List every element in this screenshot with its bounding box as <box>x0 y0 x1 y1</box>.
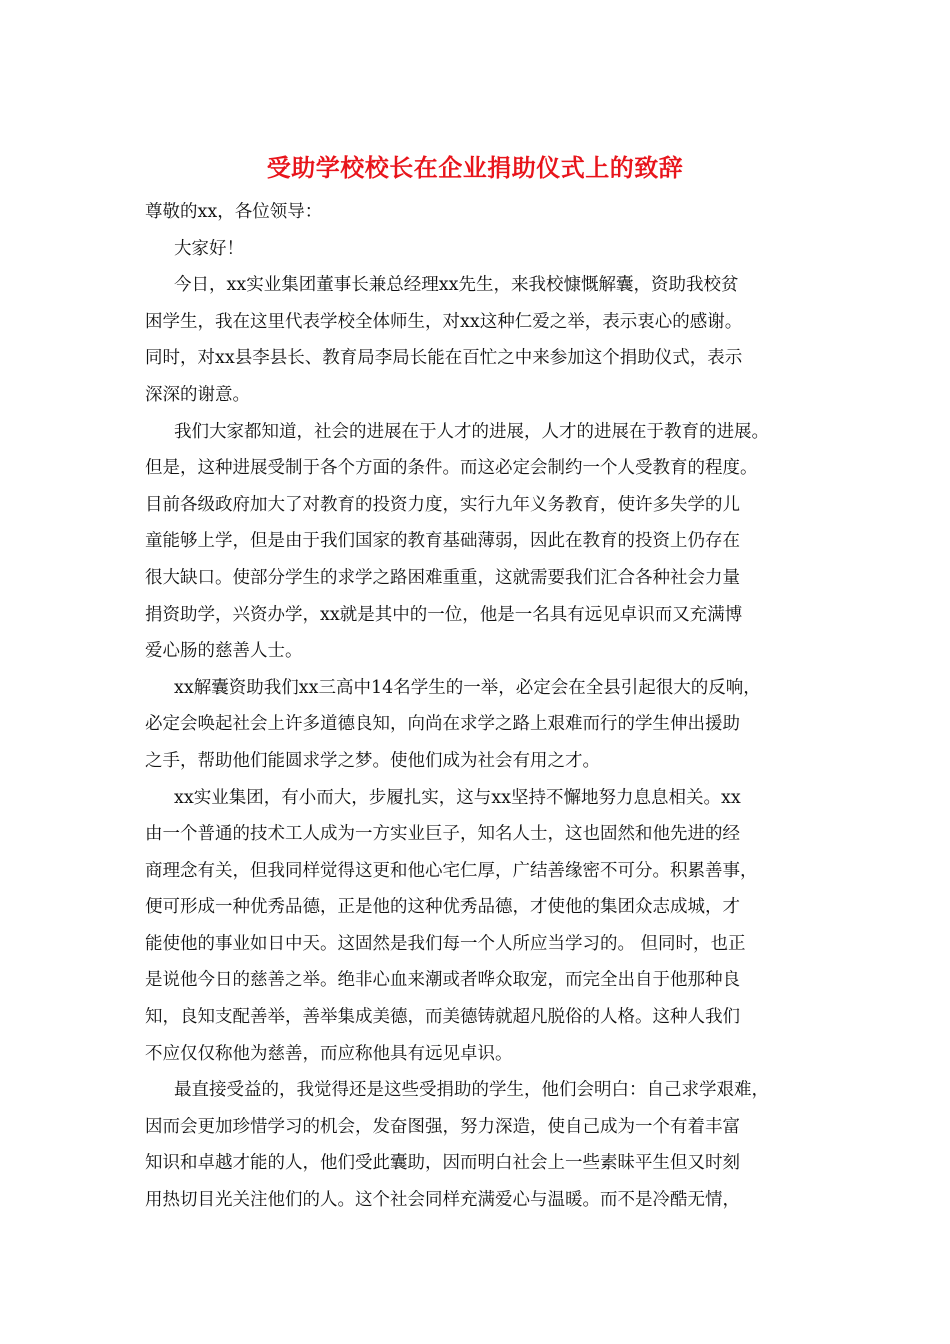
paragraph-line: 知，良知支配善举，善举集成美德，而美德铸就超凡脱俗的人格。这种人我们 <box>145 1007 740 1028</box>
paragraph-line: 最直接受益的，我觉得还是这些受捐助的学生，他们会明白：自己求学艰难， <box>174 1080 769 1101</box>
greeting: 大家好！ <box>174 238 244 259</box>
paragraph-line: 由一个普通的技术工人成为一方实业巨子，知名人士，这也固然和他先进的经 <box>145 824 740 845</box>
paragraph <box>145 414 825 670</box>
paragraph-line: 用热切目光关注他们的人。这个社会同样充满爱心与温暖。而不是冷酷无情， <box>145 1190 740 1211</box>
paragraph-line: 因而会更加珍惜学习的机会，发奋图强，努力深造，使自己成为一个有着丰富 <box>145 1116 740 1137</box>
paragraph-line: 不应仅仅称他为慈善，而应称他具有远见卓识。 <box>145 1043 513 1064</box>
paragraph-line: 困学生，我在这里代表学校全体师生，对xx这种仁爱之举，表示衷心的感谢。 <box>145 311 743 332</box>
paragraph-line: 是说他今日的慈善之举。绝非心血来潮或者哗众取宠，而完全出自于他那种良 <box>145 970 740 991</box>
paragraph-line: 能使他的事业如日中天。这固然是我们每一个人所应当学习的。 但同时，也正 <box>145 933 746 954</box>
paragraph-line: 同时，对xx县李县长、教育局李局长能在百忙之中来参加这个捐助仪式，表示 <box>145 348 743 369</box>
paragraph-line: 捐资助学，兴资办学，xx就是其中的一位，他是一名具有远见卓识而又充满博 <box>145 604 743 625</box>
paragraph-line: 很大缺口。使部分学生的求学之路困难重重，这就需要我们汇合各种社会力量 <box>145 567 740 588</box>
paragraph-line: 爱心肠的慈善人士。 <box>145 641 303 662</box>
paragraph-line: xx解囊资助我们xx三高中14名学生的一举，必定会在全县引起很大的反响， <box>174 677 761 698</box>
paragraph <box>145 780 825 1073</box>
paragraph-line: 童能够上学，但是由于我们国家的教育基础薄弱，因此在教育的投资上仍存在 <box>145 531 740 552</box>
paragraph-line: 深深的谢意。 <box>145 384 250 405</box>
paragraph <box>145 1072 825 1218</box>
document-body <box>145 194 825 1219</box>
paragraph-line: 我们大家都知道，社会的进展在于人才的进展，人才的进展在于教育的进展。 <box>174 421 769 442</box>
paragraph-line: 必定会唤起社会上许多道德良知，向尚在求学之路上艰难而行的学生伸出援助 <box>145 714 740 735</box>
paragraph-line: 之手，帮助他们能圆求学之梦。使他们成为社会有用之才。 <box>145 750 600 771</box>
paragraph-line: 目前各级政府加大了对教育的投资力度，实行九年义务教育，使许多失学的儿 <box>145 494 740 515</box>
paragraph-line: 今日，xx实业集团董事长兼总经理xx先生，来我校慷慨解囊，资助我校贫 <box>174 275 739 296</box>
paragraph <box>145 670 825 780</box>
document-title: 受助学校校长在企业捐助仪式上的致辞 <box>266 153 684 182</box>
paragraph-line: 商理念有关，但我同样觉得这更和他心宅仁厚，广结善缘密不可分。积累善事， <box>145 860 758 881</box>
paragraph-line: xx实业集团，有小而大，步履扎实，这与xx坚持不懈地努力息息相关。xx <box>174 787 741 808</box>
paragraph-line: 便可形成一种优秀品德，正是他的这种优秀品德，才使他的集团众志成城，才 <box>145 897 740 918</box>
paragraph-line: 但是，这种进展受制于各个方面的条件。而这必定会制约一个人受教育的程度。 <box>145 458 758 479</box>
paragraph-line: 知识和卓越才能的人，他们受此囊助，因而明白社会上一些素昧平生但又时刻 <box>145 1153 740 1174</box>
salutation: 尊敬的xx，各位领导： <box>145 202 323 222</box>
paragraph <box>145 267 825 413</box>
